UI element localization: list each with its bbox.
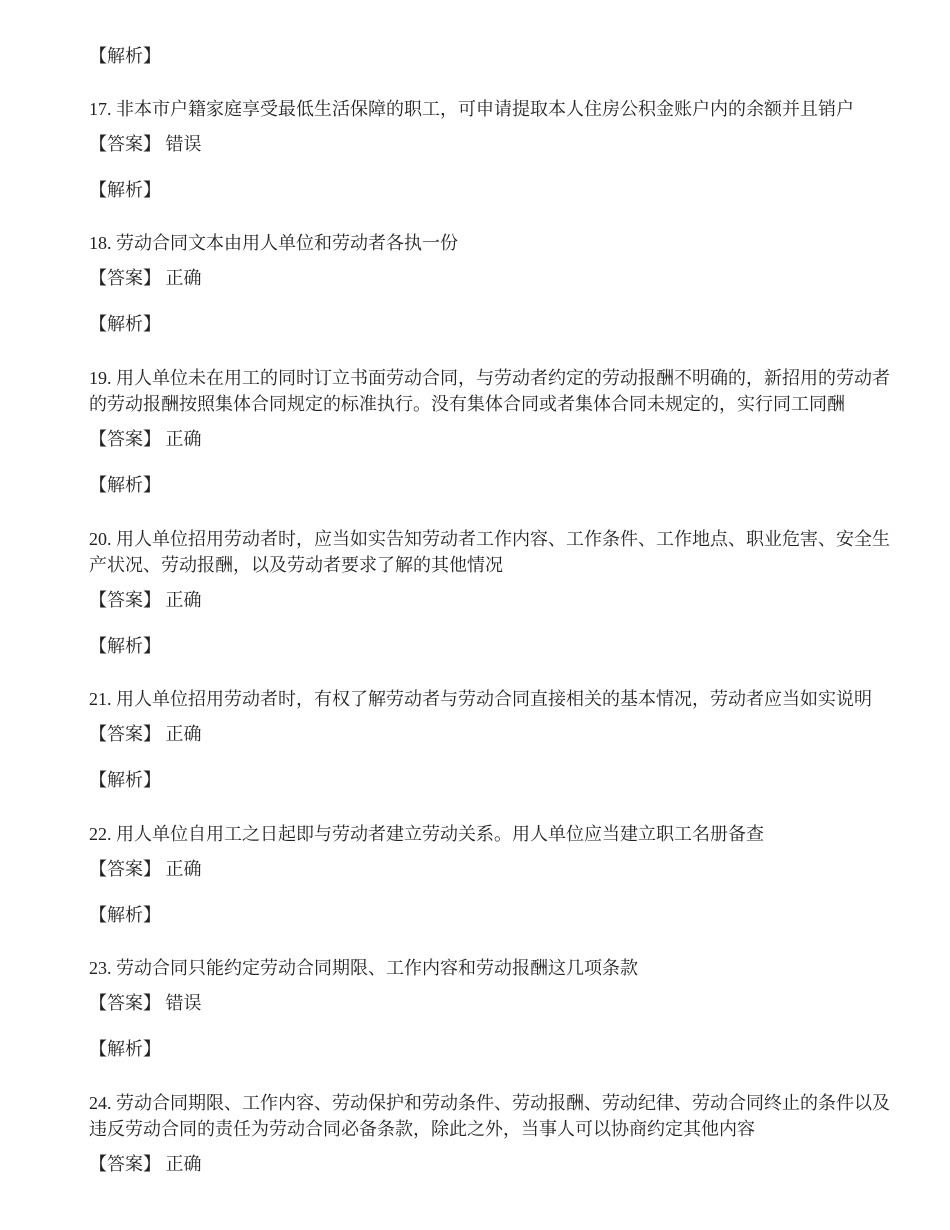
answer-line-18: [89, 265, 904, 291]
question-18-text: 18. 劳动合同文本由用人单位和劳动者各执一份: [89, 233, 458, 253]
analysis-label-20: 【解析】: [89, 636, 161, 656]
question-23-text: 23. 劳动合同只能约定劳动合同期限、工作内容和劳动报酬这几项条款: [89, 958, 638, 978]
question-17-text: 17. 非本市户籍家庭享受最低生活保障的职工，可申请提取本人住房公积金账户内的余额并且销户: [89, 99, 854, 119]
analysis-label-17: 【解析】: [89, 180, 161, 200]
analysis-label-21: 【解析】: [89, 770, 161, 790]
answer-line-24: [89, 1151, 904, 1177]
answer-label: 【答案】: [89, 134, 161, 154]
question-24-text: 24. 劳动合同期限、工作内容、劳动保护和劳动条件、劳动报酬、劳动纪律、劳动合同终止的条件以及违反劳动合同的责任为劳动合同必备条款，除此之外，当事人可以协商约定其他内容: [89, 1093, 890, 1139]
answer-line-23: [89, 990, 904, 1016]
analysis-label-22: 【解析】: [89, 905, 161, 925]
answer-label: 【答案】: [89, 1154, 161, 1174]
answer-value-17: 错误: [165, 134, 202, 154]
answer-label: 【答案】: [89, 859, 161, 879]
answer-line-21: [89, 721, 904, 747]
answer-line-22: [89, 856, 904, 882]
question-21-text: 21. 用人单位招用劳动者时，有权了解劳动者与劳动合同直接相关的基本情况，劳动者应当如实说明: [89, 689, 872, 709]
question-19-text: 19. 用人单位未在用工的同时订立书面劳动合同，与劳动者约定的劳动报酬不明确的，新招用的劳动者的劳动报酬按照集体合同规定的标准执行。没有集体合同或者集体合同未规定的，实行同工同酬: [89, 368, 890, 414]
answer-line-20: [89, 587, 904, 613]
question-20-text: 20. 用人单位招用劳动者时，应当如实告知劳动者工作内容、工作条件、工作地点、职业危害、安全生产状况、劳动报酬，以及劳动者要求了解的其他情况: [89, 529, 890, 575]
answer-line-17: [89, 131, 904, 157]
analysis-label-18: 【解析】: [89, 314, 161, 334]
answer-value-22: 正确: [165, 859, 202, 879]
answer-label: 【答案】: [89, 590, 161, 610]
answer-label: 【答案】: [89, 268, 161, 288]
answer-label: 【答案】: [89, 993, 161, 1013]
analysis-label-19: 【解析】: [89, 475, 161, 495]
answer-line-19: [89, 426, 904, 452]
analysis-label-23: 【解析】: [89, 1039, 161, 1059]
answer-label: 【答案】: [89, 429, 161, 449]
answer-value-18: 正确: [165, 268, 202, 288]
answer-value-24: 正确: [165, 1154, 202, 1174]
analysis-label: 【解析】: [89, 46, 161, 66]
answer-value-20: 正确: [165, 590, 202, 610]
answer-label: 【答案】: [89, 724, 161, 744]
answer-value-23: 错误: [165, 993, 202, 1013]
question-22-text: 22. 用人单位自用工之日起即与劳动者建立劳动关系。用人单位应当建立职工名册备查: [89, 824, 764, 844]
answer-value-21: 正确: [165, 724, 202, 744]
answer-value-19: 正确: [165, 429, 202, 449]
